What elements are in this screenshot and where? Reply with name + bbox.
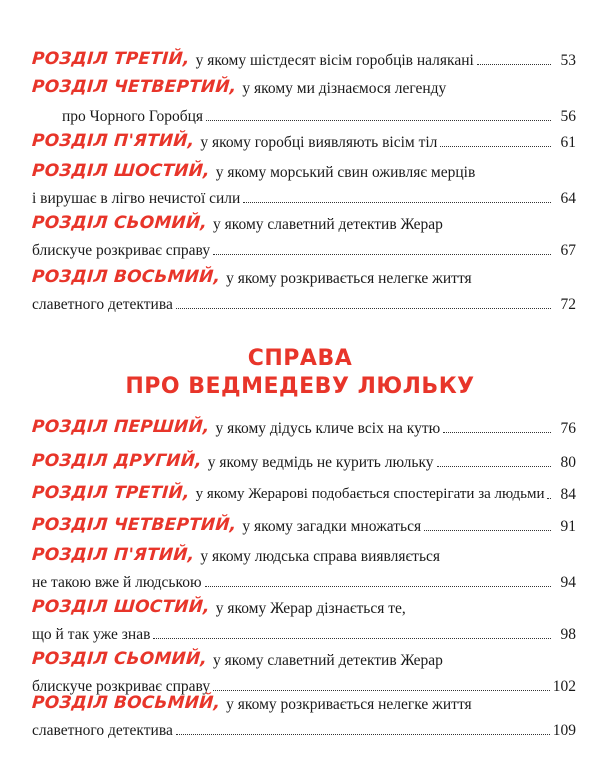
chapter-heading: РОЗДІЛ ЧЕТВЕРТИЙ, xyxy=(31,77,238,97)
chapter-heading: РОЗДІЛ СЬОМИЙ, xyxy=(31,649,208,669)
toc-entry[interactable] xyxy=(32,644,576,694)
toc-entry[interactable] xyxy=(32,156,576,206)
section-title xyxy=(0,348,600,398)
dot-leader xyxy=(176,734,550,735)
chapter-description: у якому славетний детектив Жерар xyxy=(213,215,443,233)
dot-leader xyxy=(176,308,551,309)
chapter-description: у якому загадки множаться xyxy=(242,517,422,535)
chapter-heading: РОЗДІЛ ШОСТИЙ, xyxy=(31,161,211,181)
toc-entry[interactable] xyxy=(32,262,576,312)
toc-entry[interactable] xyxy=(32,72,576,124)
chapter-description-cont: славетного детектива xyxy=(32,295,173,313)
page-number: 84 xyxy=(560,485,576,503)
chapter-description: у якому горобці виявляють вісім тіл xyxy=(200,133,438,151)
dot-leader xyxy=(424,530,551,531)
chapter-heading: РОЗДІЛ ПЕРШИЙ, xyxy=(31,417,211,437)
toc-entry[interactable] xyxy=(32,208,576,258)
toc-entry[interactable] xyxy=(32,126,576,150)
chapter-heading: РОЗДІЛ П'ЯТИЙ, xyxy=(31,545,196,565)
page-number: 61 xyxy=(560,133,576,151)
chapter-heading: РОЗДІЛ ВОСЬМИЙ, xyxy=(31,267,221,287)
section-title-line1: СПРАВА xyxy=(247,346,353,371)
dot-leader xyxy=(440,146,551,147)
chapter-description: у якому Жерарові подобається спостерігати за людьми xyxy=(195,486,545,502)
dot-leader xyxy=(205,586,551,587)
page-number: 98 xyxy=(560,625,576,643)
dot-leader xyxy=(213,254,551,255)
toc-entry[interactable] xyxy=(32,446,576,470)
chapter-heading: РОЗДІЛ ТРЕТІЙ, xyxy=(31,483,191,503)
chapter-description-cont: славетного детектива xyxy=(32,721,173,739)
chapter-description: у якому славетний детектив Жерар xyxy=(213,651,443,669)
toc-entry[interactable] xyxy=(32,592,576,642)
chapter-description: у якому людська справа виявляється xyxy=(200,547,441,565)
dot-leader xyxy=(437,466,551,467)
chapter-description: у якому Жерар дізнається те, xyxy=(215,599,406,617)
chapter-description-cont: і вирушає в лігво нечистої сили xyxy=(32,189,241,207)
chapter-description: у якому розкривається нелегке життя xyxy=(226,695,472,713)
toc-entry[interactable] xyxy=(32,412,576,436)
dot-leader xyxy=(206,120,551,121)
page-number: 80 xyxy=(560,453,576,471)
dot-leader xyxy=(477,64,551,65)
chapter-heading: РОЗДІЛ СЬОМИЙ, xyxy=(31,213,208,233)
chapter-heading: РОЗДІЛ П'ЯТИЙ, xyxy=(31,131,196,151)
chapter-description-cont: блискуче розкриває справу xyxy=(32,677,211,695)
chapter-description: у якому морський свин оживляє мерців xyxy=(215,163,476,181)
page-number: 72 xyxy=(560,295,576,313)
chapter-description-cont: про Чорного Горобця xyxy=(62,107,204,125)
dot-leader xyxy=(443,432,551,433)
page-number: 91 xyxy=(560,517,576,535)
toc-entry[interactable] xyxy=(32,44,576,68)
chapter-description-cont: що й так уже знав xyxy=(32,625,151,643)
chapter-description: у якому розкривається нелегке життя xyxy=(226,269,472,287)
chapter-description: у якому ми дізнаємося легенду xyxy=(242,79,447,97)
dot-leader xyxy=(243,202,551,203)
dot-leader xyxy=(547,498,551,499)
page-number: 109 xyxy=(552,721,576,739)
chapter-heading: РОЗДІЛ ВОСЬМИЙ, xyxy=(31,693,221,713)
chapter-description-cont: блискуче розкриває справу xyxy=(32,241,211,259)
page-number: 76 xyxy=(560,419,576,437)
section-title-line2: ПРО ВЕДМЕДЕВУ ЛЮЛЬКУ xyxy=(125,374,475,399)
chapter-description-cont: не такою вже й людською xyxy=(32,573,202,591)
chapter-description: у якому шістдесят вісім горобців налякані xyxy=(195,51,474,69)
toc-entry[interactable] xyxy=(32,510,576,534)
toc-entry[interactable] xyxy=(32,688,576,738)
dot-leader xyxy=(153,638,551,639)
chapter-heading: РОЗДІЛ ТРЕТІЙ, xyxy=(31,49,191,69)
chapter-description: у якому ведмідь не курить люльку xyxy=(207,453,434,471)
chapter-heading: РОЗДІЛ ДРУГИЙ, xyxy=(31,451,203,471)
page-number: 102 xyxy=(552,677,576,695)
toc-entry[interactable] xyxy=(32,478,576,502)
page-number: 56 xyxy=(560,107,576,125)
toc-entry[interactable] xyxy=(32,540,576,590)
page-number: 64 xyxy=(560,189,576,207)
page-number: 53 xyxy=(560,51,576,69)
chapter-heading: РОЗДІЛ ЧЕТВЕРТИЙ, xyxy=(31,515,238,535)
chapter-heading: РОЗДІЛ ШОСТИЙ, xyxy=(31,597,211,617)
page-number: 94 xyxy=(560,573,576,591)
chapter-description: у якому дідусь кличе всіх на кутю xyxy=(215,419,441,437)
page-number: 67 xyxy=(560,241,576,259)
